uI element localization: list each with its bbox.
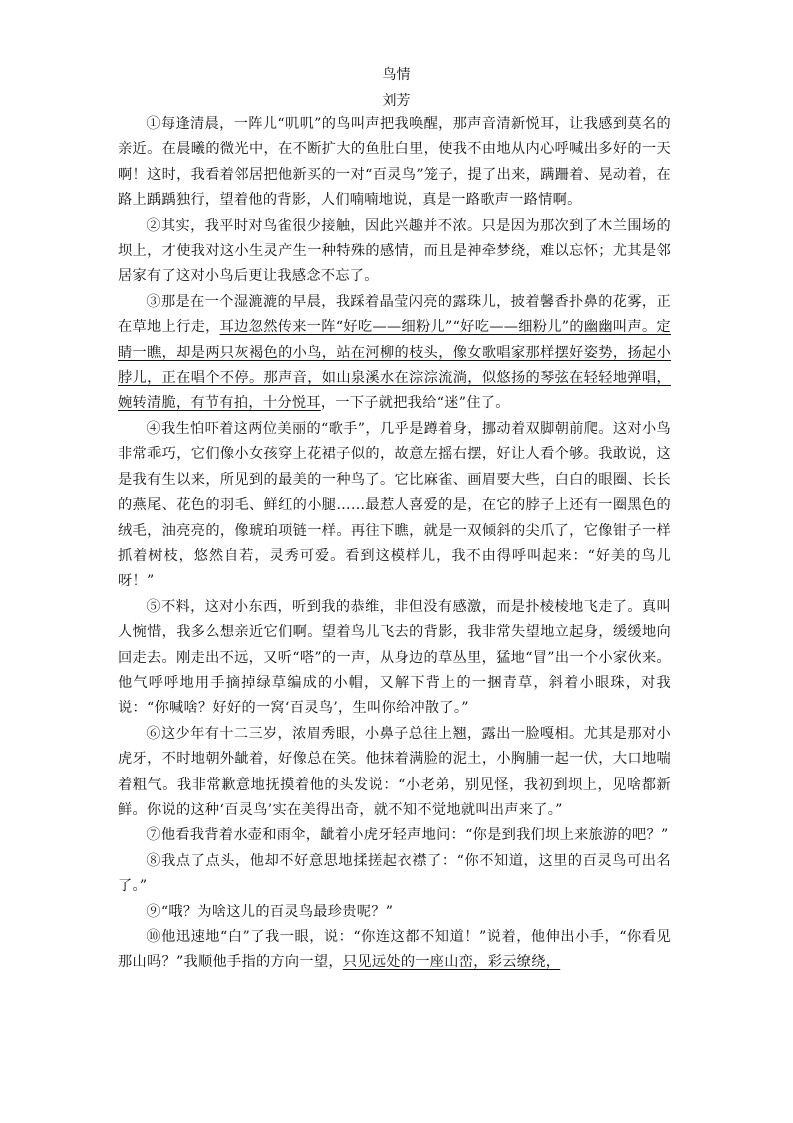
paragraph-7: ⑦他看我背着水壶和雨伞，龇着小虎牙轻声地问：“你是到我们坝上来旅游的吧？” bbox=[146, 827, 669, 844]
paragraph-10 bbox=[118, 925, 671, 976]
article-author: 刘芳 bbox=[382, 93, 411, 109]
paragraph-8: ⑧我点了点头，他却不好意思地揉搓起衣襟了：“你不知道，这里的百灵鸟可出名了。” bbox=[118, 852, 671, 895]
paragraph-1: ①每逢清晨，一阵儿“叽叽”的鸟叫声把我唤醒，那声音清新悦耳，让我感到莫名的亲近。在晨曦的微光中，在不断扩大的鱼肚白里，使我不由地从内心呼喊出多好的一天啊！这时，我看着邻居把他新买的一对“百灵鸟”笼子，提了出来，蹒跚着、晃动着，在路上踽踽独行，望着他的背影，人们喃喃地说，真是一路歌声一路情啊。 bbox=[118, 116, 671, 209]
paragraph-3-underlined-passage: 耳边忽然传来一阵“好吃——细粉儿”“好吃——细粉儿”的幽幽叫声。定睛一瞧，却是两只灰褐色的小鸟，站在河柳的枝头，像女歌唱家那样摆好姿势，扬起小脖儿，正在唱个不停。那声音，如山泉溪水在淙淙流淌，似悠扬的琴弦在轻轻地弹唱，婉转清脆，有节有拍，十分悦耳 bbox=[118, 319, 671, 412]
paragraph-3-tail: ，一下子就把我给“迷”住了。 bbox=[320, 395, 510, 412]
paragraph-3-lead: ③那是在一个湿漉漉的早晨，我踩着晶莹闪亮的露珠儿，披着馨香扑鼻的花雾，正在草地上行走， bbox=[118, 293, 671, 336]
article-title: 鸟情 bbox=[382, 67, 411, 83]
paragraph-9: ⑨“哦？为啥这儿的百灵鸟最珍贵呢？” bbox=[146, 903, 394, 920]
paragraph-10-lead: ⑩他迅速地“白”了我一眼，说：“你连这都不知道！”说着，他伸出小手，“你看见那山吗？”我顺他手指的方向一望， bbox=[118, 929, 671, 971]
paragraph-6: ⑥这少年有十二三岁，浓眉秀眼，小鼻子总往上翘，露出一脸嘎相。尤其是那对小虎牙，不时地朝外龇着，好像总在笑。他抹着满脸的泥土，小胸脯一起一伏，大口地喘着粗气。我非常歉意地抚摸着他的头发说：“小老弟，别见怪，我初到坝上，见啥都新鲜。你说的这种‘百灵鸟’实在美得出奇，就不知不觉地就叫出声来了。” bbox=[118, 725, 671, 818]
paragraph-5: ⑤不料，这对小东西，听到我的恭维，非但没有感激，而是扑棱棱地飞走了。真叫人惋惜，我多么想亲近它们啊。望着鸟儿飞去的背影，我非常失望地立起身，缓缓地向回走去。刚走出不远，又听“嗒”的一声，从身边的草丛里，猛地“冒”出一个小家伙来。他气呼呼地用手摘掉绿草编成的小帽，又解下背上的一捆青草，斜着小眼珠，对我说：“你喊啥？好好的一窝‘百灵鸟’，生叫你给冲散了。” bbox=[118, 598, 671, 717]
article-body bbox=[118, 112, 671, 976]
paragraph-2: ②其实，我平时对鸟雀很少接触，因此兴趣并不浓。只是因为那次到了木兰围场的坝上，才使我对这小生灵产生一种特殊的感情，而且是神牵梦绕，难以忘怀；尤其是邻居家有了这对小鸟后更让我感念不忘了。 bbox=[118, 217, 671, 285]
paragraph-3 bbox=[118, 290, 671, 417]
paragraph-10-underlined-passage: 只见远处的一座山峦，彩云缭绕， bbox=[342, 954, 561, 971]
paragraph-4: ④我生怕吓着这两位美丽的“歌手”，几乎是蹲着身，挪动着双脚朝前爬。这对小鸟非常乖巧，它们像小女孩穿上花裙子似的，故意左摇右摆，好让人看个够。我敢说，这是我有生以来，所见到的最美的一种鸟了。它比麻雀、画眉要大些，白白的眼圈、长长的燕尾、花色的羽毛、鲜红的小腿……最惹人喜爱的是，在它的脖子上还有一圈黑色的绒毛，油亮亮的，像琥珀项链一样。再往下瞧，就是一双倾斜的尖爪了，它像钳子一样抓着树枝，悠然自若，灵秀可爱。看到这模样儿，我不由得呼叫起来：“好美的鸟儿呀！” bbox=[118, 420, 671, 590]
